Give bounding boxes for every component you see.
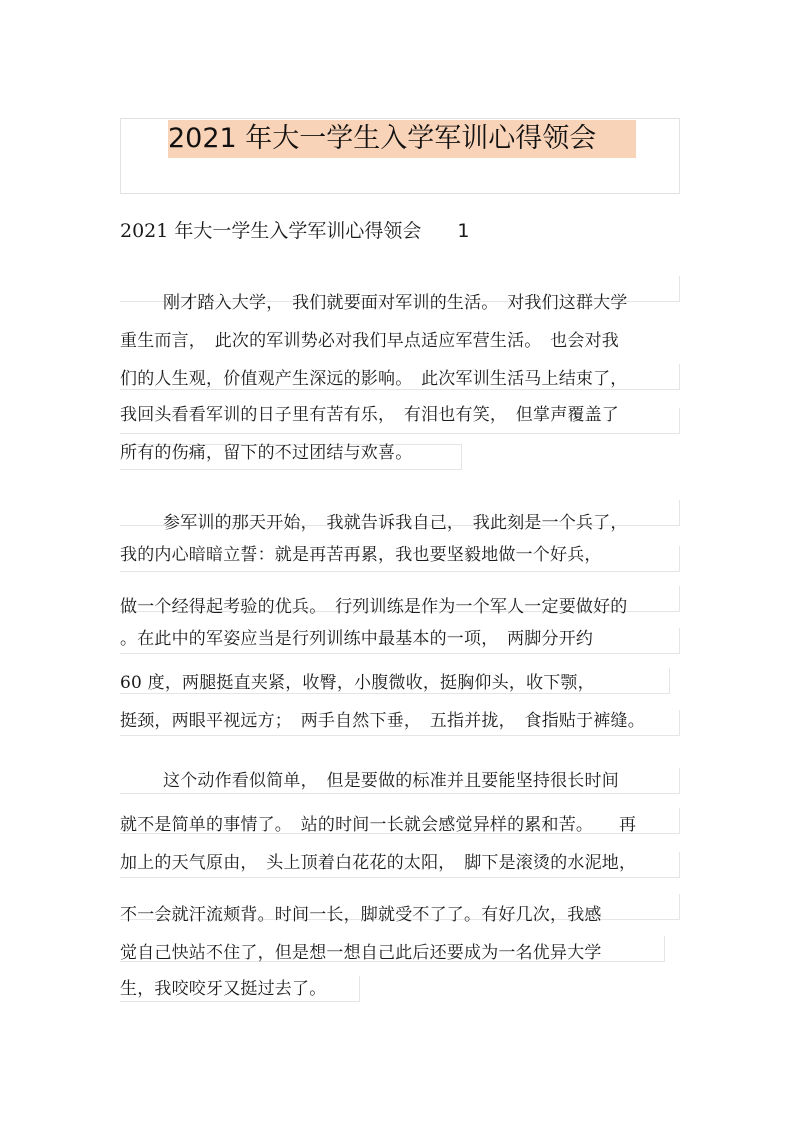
text-line: 们的人生观，价值观产生深远的影响。 此次军训生活马上结束了， [120, 369, 628, 389]
text-line: 做一个经得起考验的优兵。 行列训练是作为一个军人一定要做好的 [120, 597, 628, 617]
text-line: 就不是简单的事情了。 站的时间一长就会感觉异样的累和苦。 再 [120, 815, 637, 835]
text-line: 生，我咬咬牙又挺过去了。 [120, 979, 327, 999]
text-line: 重生而言， 此次的军训势必对我们早点适应军营生活。 也会对我 [120, 331, 619, 351]
text-line: 。在此中的军姿应当是行列训练中最基本的一项， 两脚分开约 [120, 629, 594, 649]
section-heading-text: 2021 年大一学生入学军训心得领会 [120, 220, 422, 242]
text-line: 参军训的那天开始， 我就告诉我自己， 我此刻是一个兵了， [163, 513, 628, 533]
text-line: 我回头看看军训的日子里有苦有乐， 有泪也有笑， 但掌声覆盖了 [120, 405, 619, 425]
text-line: 刚才踏入大学， 我们就要面对军训的生活。 对我们这群大学 [163, 293, 628, 313]
section-heading-number: 1 [457, 220, 470, 242]
text-line: 不一会就汗流颊背。时间一长，脚就受不了了。有好几次，我感 [120, 905, 602, 925]
text-line: 加上的天气原由， 头上顶着白花花的太阳， 脚下是滚烫的水泥地， [120, 853, 637, 873]
section-heading [120, 216, 470, 246]
text-line: 这个动作看似简单， 但是要做的标准并且要能坚持很长时间 [163, 771, 619, 791]
document-title: 2021 年大一学生入学军训心得领会 [168, 120, 636, 158]
text-line: 我的内心暗暗立誓：就是再苦再累，我也要坚毅地做一个好兵， [120, 545, 602, 565]
text-line: 60 度，两腿挺直夹紧，收臀，小腹微收，挺胸仰头，收下颚， [120, 673, 595, 693]
text-line: 挺颈，两眼平视远方； 两手自然下垂， 五指并拢， 食指贴于裤缝。 [120, 711, 645, 731]
text-line: 所有的伤痛，留下的不过团结与欢喜。 [120, 443, 413, 463]
text-line: 觉自己快站不住了，但是想一想自己此后还要成为一名优异大学 [120, 943, 602, 963]
